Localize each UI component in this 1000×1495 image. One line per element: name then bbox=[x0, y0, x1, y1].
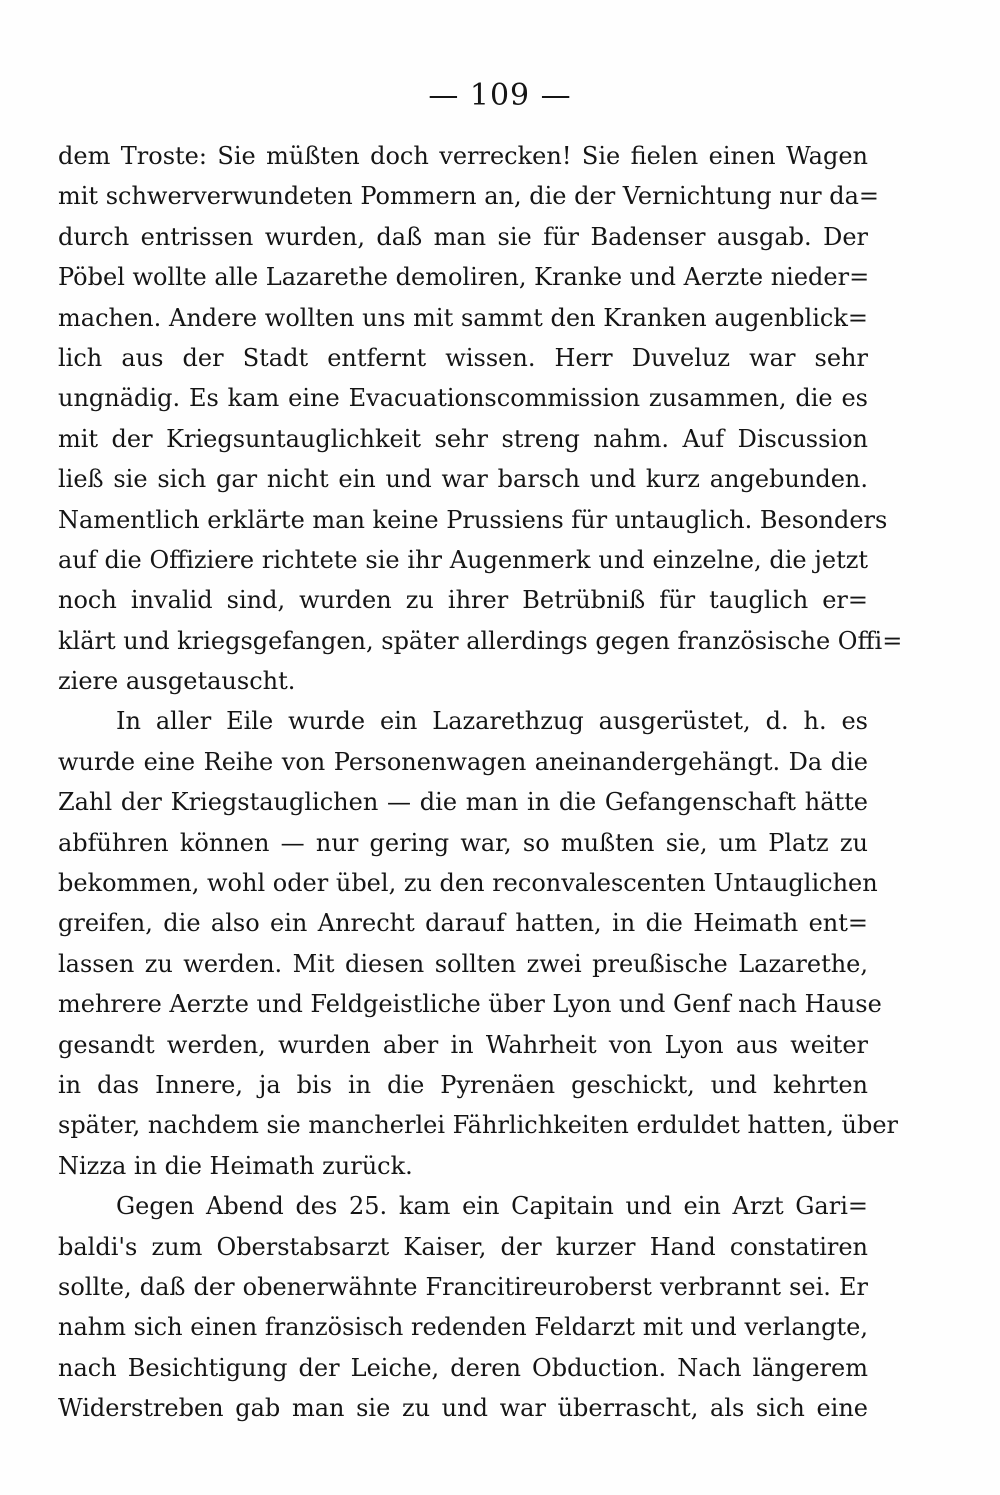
text-line: Zahl der Kriegstauglichen — die man in die Gefangenschaft hätte bbox=[58, 788, 868, 817]
text-line: in das Innere, ja bis in die Pyrenäen geschickt, und kehrten bbox=[58, 1070, 868, 1099]
text-line: noch invalid sind, wurden zu ihrer Betrübniß für tauglich er= bbox=[58, 586, 868, 615]
text-line: wurde eine Reihe von Personenwagen aneinandergehängt. Da die bbox=[58, 747, 868, 776]
text-line: mehrere Aerzte und Feldgeistliche über Lyon und Genf nach Hause bbox=[58, 990, 882, 1019]
text-line: lich aus der Stadt entfernt wissen. Herr Duveluz war sehr bbox=[58, 343, 868, 372]
text-line: greifen, die also ein Anrecht darauf hatten, in die Heimath ent= bbox=[58, 909, 868, 938]
text-line: nahm sich einen französisch redenden Feldarzt mit und verlangte, bbox=[58, 1313, 868, 1342]
text-line: ziere ausgetauscht. bbox=[58, 667, 296, 696]
text-line: auf die Offiziere richtete sie ihr Augenmerk und einzelne, die jetzt bbox=[58, 545, 868, 574]
text-line: machen. Andere wollten uns mit sammt den Kranken augenblick= bbox=[58, 303, 868, 332]
text-line: mit schwerverwundeten Pommern an, die der Vernichtung nur da= bbox=[58, 182, 879, 211]
text-line: ließ sie sich gar nicht ein und war barsch und kurz angebunden. bbox=[58, 465, 868, 494]
text-line: lassen zu werden. Mit diesen sollten zwei preußische Lazarethe, bbox=[58, 949, 868, 978]
text-line: Namentlich erklärte man keine Prussiens für untauglich. Besonders bbox=[58, 505, 888, 534]
text-line: Widerstreben gab man sie zu und war überrascht, als sich eine bbox=[58, 1394, 868, 1423]
text-line: klärt und kriegsgefangen, später allerdings gegen französische Offi= bbox=[58, 626, 903, 655]
text-line: ungnädig. Es kam eine Evacuationscommission zusammen, die es bbox=[58, 384, 868, 413]
text-line: mit der Kriegsuntauglichkeit sehr streng nahm. Auf Discussion bbox=[58, 424, 868, 453]
text-line: später, nachdem sie mancherlei Fährlichkeiten erduldet hatten, über bbox=[58, 1111, 898, 1140]
text-line: Gegen Abend des 25. kam ein Capitain und ein Arzt Gari= bbox=[116, 1192, 868, 1221]
text-line: bekommen, wohl oder übel, zu den reconvalescenten Untauglichen bbox=[58, 869, 878, 898]
page-number: — 109 — bbox=[428, 78, 572, 113]
text-line: Nizza in die Heimath zurück. bbox=[58, 1151, 413, 1180]
text-line: nach Besichtigung der Leiche, deren Obduction. Nach längerem bbox=[58, 1353, 868, 1382]
text-line: durch entrissen wurden, daß man sie für Badenser ausgab. Der bbox=[58, 222, 868, 251]
text-line: gesandt werden, wurden aber in Wahrheit von Lyon aus weiter bbox=[58, 1030, 868, 1059]
text-line: dem Troste: Sie müßten doch verrecken! Sie fielen einen Wagen bbox=[58, 142, 868, 170]
body-text bbox=[58, 136, 903, 1429]
text-line: abführen können — nur gering war, so mußten sie, um Platz zu bbox=[58, 828, 868, 857]
text-line: In aller Eile wurde ein Lazarethzug ausgerüstet, d. h. es bbox=[116, 707, 868, 736]
text-line: sollte, daß der obenerwähnte Francitireuroberst verbrannt sei. Er bbox=[58, 1272, 868, 1301]
text-line: baldi's zum Oberstabsarzt Kaiser, der kurzer Hand constatiren bbox=[58, 1232, 868, 1261]
text-line: Pöbel wollte alle Lazarethe demoliren, Kranke und Aerzte nieder= bbox=[58, 263, 870, 292]
